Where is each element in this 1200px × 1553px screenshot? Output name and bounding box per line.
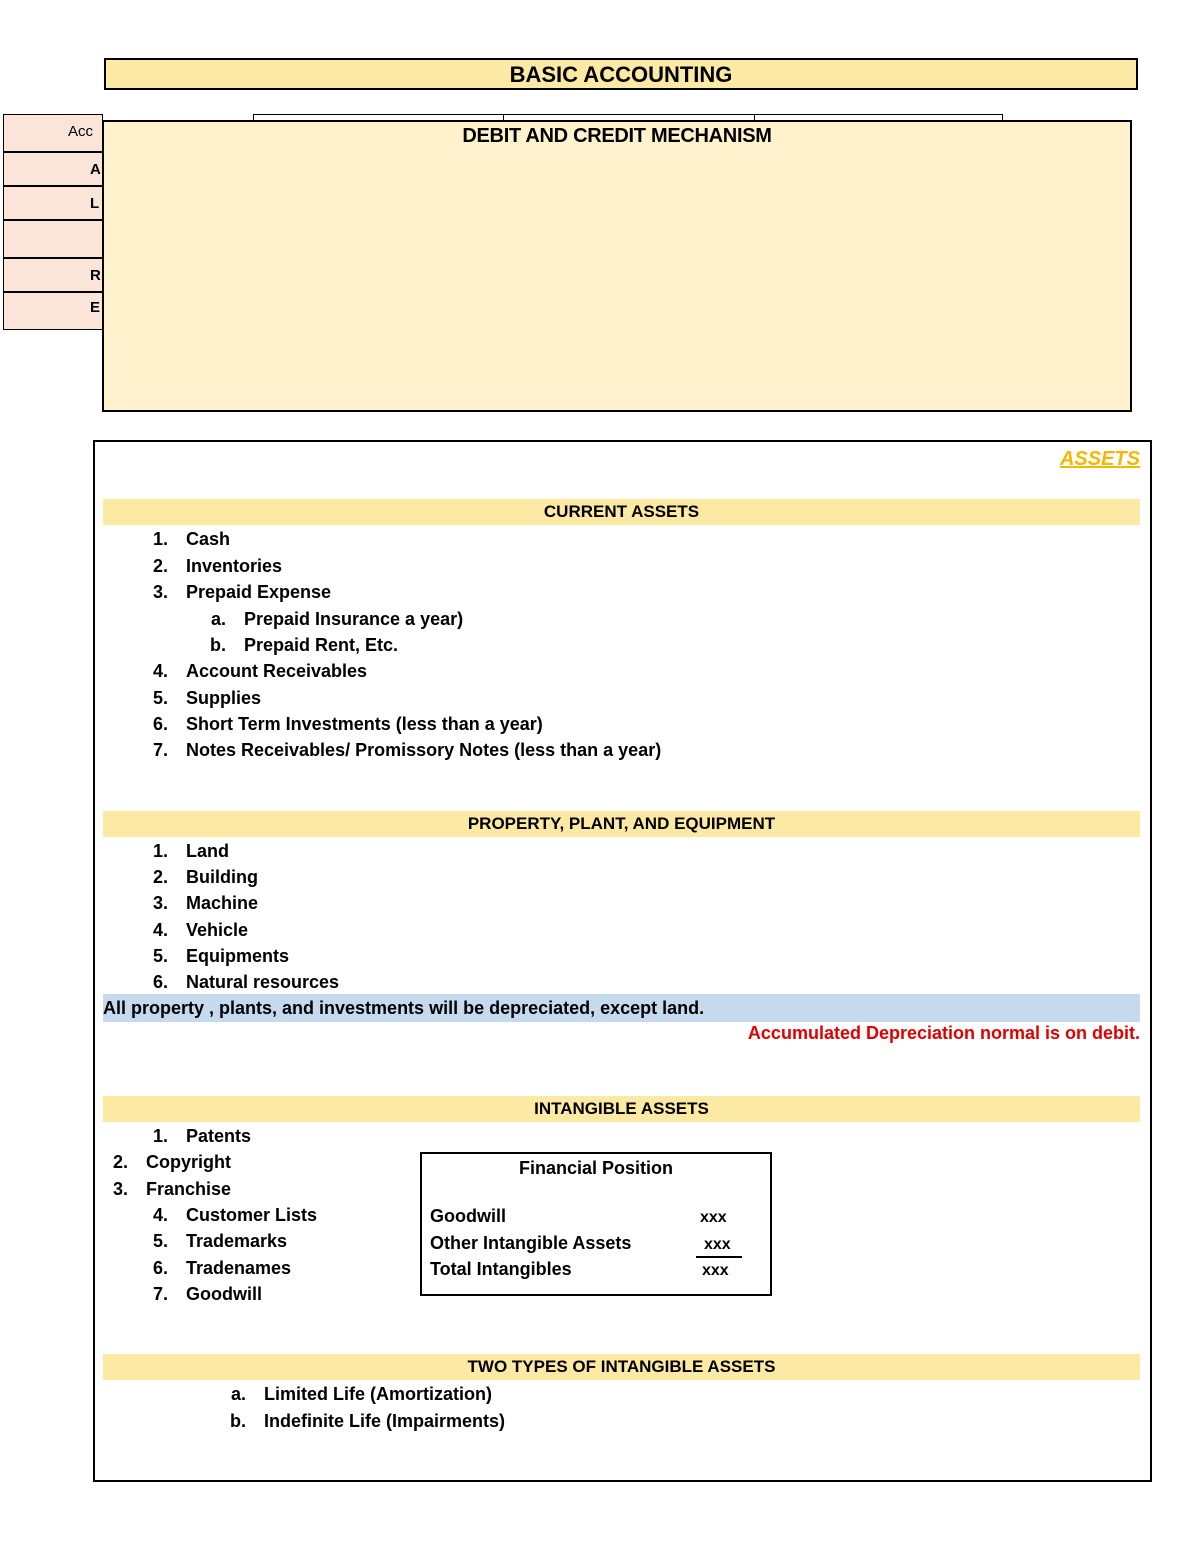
list-item <box>128 739 661 761</box>
list-text: Account Receivables <box>186 661 368 681</box>
list-item <box>128 1230 287 1252</box>
table-cell: Acc <box>3 114 103 152</box>
list-text: Tradenames <box>186 1258 292 1278</box>
list-item <box>128 581 331 603</box>
list-item <box>186 634 398 656</box>
list-number: 2. <box>152 556 168 576</box>
list-item <box>128 1283 262 1305</box>
list-item <box>128 713 543 735</box>
list-number: 1. <box>152 841 168 861</box>
list-item <box>128 971 339 993</box>
accumulated-depreciation-note: Accumulated Depreciation normal is on debit. <box>747 1023 1140 1043</box>
financial-position-label: Other Intangible Assets <box>430 1233 632 1253</box>
page-title: BASIC ACCOUNTING <box>104 58 1138 90</box>
list-text: Short Term Investments (less than a year) <box>186 714 543 734</box>
list-text: Inventories <box>186 556 283 576</box>
financial-position-label: Total Intangibles <box>430 1259 572 1279</box>
list-number: 3. <box>112 1179 128 1199</box>
financial-position-value: xxx <box>700 1209 727 1226</box>
list-number: 6. <box>152 714 168 734</box>
list-text: Indefinite Life (Impairments) <box>264 1411 506 1431</box>
list-number: 5. <box>152 946 168 966</box>
list-number: 7. <box>152 1284 168 1304</box>
list-number: a. <box>210 609 226 629</box>
table-cell: L <box>3 186 103 220</box>
list-number: 4. <box>152 920 168 940</box>
list-number: b. <box>210 635 226 655</box>
list-text: Notes Receivables/ Promissory Notes (less than a year) <box>186 740 662 760</box>
list-number: 6. <box>152 1258 168 1278</box>
list-item <box>128 840 229 862</box>
list-text: Supplies <box>186 688 262 708</box>
debit-credit-title: DEBIT AND CREDIT MECHANISM <box>462 125 772 147</box>
list-item <box>186 608 463 630</box>
two-types-heading: TWO TYPES OF INTANGIBLE ASSETS <box>103 1354 1140 1380</box>
list-number: 2. <box>112 1152 128 1172</box>
list-number: b. <box>230 1411 246 1431</box>
list-text: Limited Life (Amortization) <box>264 1384 492 1404</box>
list-item <box>206 1410 505 1432</box>
list-text: Copyright <box>146 1152 231 1172</box>
list-text: Equipments <box>186 946 290 966</box>
table-cell: R <box>3 258 103 292</box>
list-text: Customer Lists <box>186 1205 318 1225</box>
list-number: 2. <box>152 867 168 887</box>
financial-position-title: Financial Position <box>518 1158 674 1178</box>
list-text: Patents <box>186 1126 252 1146</box>
list-text: Prepaid Rent, Etc. <box>244 635 399 655</box>
list-item <box>128 892 258 914</box>
ppe-heading: PROPERTY, PLANT, AND EQUIPMENT <box>103 811 1140 837</box>
list-text: Land <box>186 841 229 861</box>
debit-credit-box <box>102 120 1132 412</box>
list-item <box>88 1178 231 1200</box>
list-text: Vehicle <box>186 920 249 940</box>
list-number: 5. <box>152 1231 168 1251</box>
depreciation-note: All property , plants, and investments will be depreciated, except land. <box>103 994 1140 1022</box>
list-item <box>206 1383 492 1405</box>
list-number: 7. <box>152 740 168 760</box>
list-text: Prepaid Expense <box>186 582 332 602</box>
list-number: 1. <box>152 529 168 549</box>
list-number: 4. <box>152 661 168 681</box>
list-number: 3. <box>152 893 168 913</box>
list-item <box>128 919 248 941</box>
list-item <box>128 555 282 577</box>
list-item <box>128 1125 251 1147</box>
list-text: Trademarks <box>186 1231 288 1251</box>
total-underline <box>696 1256 742 1258</box>
list-item <box>128 1204 317 1226</box>
list-text: Machine <box>186 893 259 913</box>
list-item <box>128 660 367 682</box>
financial-position-label: Goodwill <box>430 1206 506 1226</box>
list-number: 4. <box>152 1205 168 1225</box>
list-item <box>128 687 261 709</box>
list-text: Building <box>186 867 258 887</box>
list-item <box>128 866 258 888</box>
list-number: 5. <box>152 688 168 708</box>
list-item <box>128 1257 291 1279</box>
list-text: Franchise <box>146 1179 232 1199</box>
list-number: 1. <box>152 1126 168 1146</box>
table-cell: E <box>3 292 103 330</box>
divider <box>253 114 1003 115</box>
list-text: Cash <box>186 529 231 549</box>
list-text: Prepaid Insurance a year) <box>244 609 464 629</box>
list-item <box>128 945 289 967</box>
financial-position-box <box>420 1152 772 1296</box>
assets-heading: ASSETS <box>1059 448 1140 470</box>
list-item <box>88 1151 231 1173</box>
current-assets-heading: CURRENT ASSETS <box>103 499 1140 525</box>
list-text: Goodwill <box>186 1284 262 1304</box>
table-cell: A <box>3 152 103 186</box>
list-number: 3. <box>152 582 168 602</box>
list-item <box>128 528 230 550</box>
financial-position-value: xxx <box>702 1262 729 1279</box>
list-number: a. <box>230 1384 246 1404</box>
financial-position-value: xxx <box>704 1236 731 1253</box>
table-cell <box>3 220 103 258</box>
list-text: Natural resources <box>186 972 340 992</box>
intangible-assets-heading: INTANGIBLE ASSETS <box>103 1096 1140 1122</box>
list-number: 6. <box>152 972 168 992</box>
